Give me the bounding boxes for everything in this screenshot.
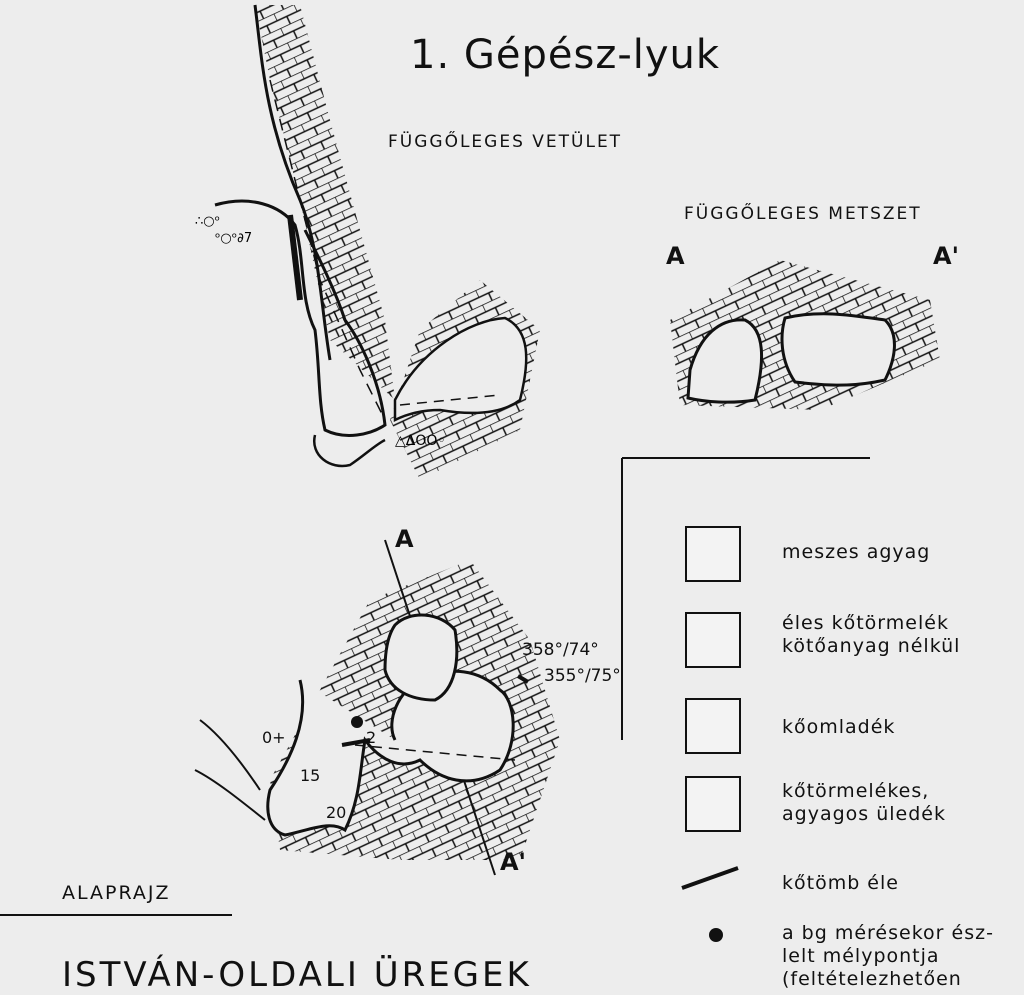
dip-measure-2: 355°/75° [544, 666, 621, 686]
section-endpoint-a: A [666, 242, 685, 270]
sharp-debris-pattern-icon [685, 612, 741, 668]
rockfall-pattern-icon [685, 698, 741, 754]
bottom-title: ISTVÁN-OLDALI ÜREGEK [62, 955, 532, 995]
legend-label-debris-clay: kőtörmelékes, agyagos üledék [782, 780, 946, 825]
svg-text:∴○ᵒ: ∴○ᵒ [195, 214, 220, 229]
calcareous-clay-pattern-icon [685, 526, 741, 582]
plan-drawing [195, 540, 560, 875]
depth-label-20: 20 [326, 803, 347, 822]
depth-label-15: 15 [300, 766, 321, 785]
vertical-projection-label: FÜGGŐLEGES VETÜLET [388, 132, 623, 152]
vertical-section-label: FÜGGŐLEGES METSZET [684, 204, 922, 224]
plan-label: ALAPRAJZ [62, 882, 171, 904]
plan-label-a: A [395, 525, 414, 553]
debris-clay-sediment-pattern-icon [685, 776, 741, 832]
svg-text:ᵒ○ᵒ∂7: ᵒ○ᵒ∂7 [215, 231, 253, 246]
dip-measure-1: 358°/74° [522, 640, 599, 660]
depth-label-2: 2 [366, 728, 377, 747]
legend-symbols [682, 868, 738, 942]
legend-label-rockfall: kőomladék [782, 716, 896, 738]
legend-label-block-edge: kőtömb éle [782, 872, 899, 894]
page-title: 1. Gépész-lyuk [410, 32, 721, 78]
plan-label-a-prime: A' [500, 848, 526, 876]
depth-label-0: 0+ [262, 728, 286, 747]
vertical-section-drawing [670, 260, 940, 410]
legend-label-sharp-debris: éles kőtörmelék kötőanyag nélkül [782, 612, 961, 657]
legend-label-calcareous-clay: meszes agyag [782, 541, 931, 563]
svg-text:△ΔOO◦: △ΔOO◦ [395, 433, 446, 449]
legend-label-deepest-point: a bg mérésekor ész-lelt mélypontja (feltételezhetően [782, 922, 994, 990]
section-endpoint-a-prime: A' [933, 242, 959, 270]
